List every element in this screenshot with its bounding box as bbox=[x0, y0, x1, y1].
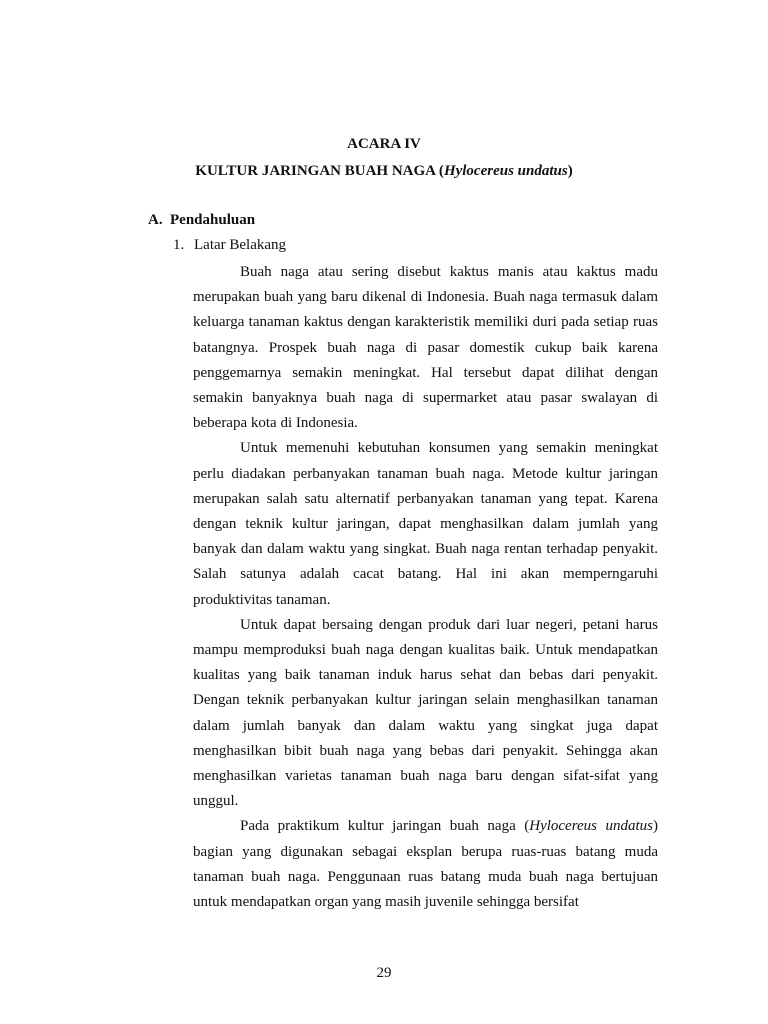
section-marker: A. bbox=[148, 212, 163, 228]
paragraph-3: Untuk dapat bersaing dengan produk dari luar negeri, petani harus mampu memproduksi buah naga dengan kualitas baik. Untuk mendapatkan kualitas yang baik tanaman induk harus sehat dan bebas dari penyakit. Dengan teknik perbanyakan kultur jaringan selain menghasilkan tanaman dalam jumlah banyak dan dalam waktu yang singkat juga dapat menghasilkan bibit buah naga yang bebas dari penyakit. Sehingga akan menghasilkan varietas tanaman buah naga baru dengan sifat-sifat yang unggul. bbox=[193, 616, 658, 810]
page-number: 29 bbox=[376, 965, 392, 981]
chapter-heading: ACARA IV bbox=[347, 136, 421, 152]
subsection-marker: 1. bbox=[173, 237, 185, 253]
section-heading bbox=[148, 212, 255, 229]
paragraph-4 bbox=[193, 814, 658, 915]
section-title: Pendahuluan bbox=[170, 212, 256, 228]
paragraph-4-species-italic: Hylocereus undatus bbox=[529, 818, 653, 835]
subsection-title: Latar Belakang bbox=[194, 237, 287, 253]
body-text bbox=[193, 260, 658, 915]
title-species-italic: Hylocereus undatus bbox=[443, 163, 568, 179]
document-title bbox=[0, 163, 768, 180]
paragraph-4-before: Pada praktikum kultur jaringan buah naga ( bbox=[240, 818, 530, 835]
title-main: KULTUR JARINGAN BUAH NAGA ( bbox=[195, 163, 444, 179]
title-close: ) bbox=[567, 163, 573, 179]
paragraph-4-after: ) bagian yang digunakan sebagai eksplan berupa ruas-ruas batang muda tanaman buah naga. Penggunaan ruas batang muda buah naga bertujuan untuk mendapatkan organ yang masih juvenile sehingga bersifat bbox=[193, 818, 658, 911]
paragraph-2: Untuk memenuhi kebutuhan konsumen yang semakin meningkat perlu diadakan perbanyakan tanaman buah naga. Metode kultur jaringan merupakan salah satu alternatif perbanyakan tanaman yang tepat. Karena dengan teknik kultur jaringan, dapat menghasilkan dalam jumlah yang banyak dan dalam waktu yang singkat. Buah naga rentan terhadap penyakit. Salah satunya adalah cacat batang. Hal ini akan memperngaruhi produktivitas tanaman. bbox=[193, 440, 658, 608]
paragraph-1: Buah naga atau sering disebut kaktus manis atau kaktus madu merupakan buah yang baru dikenal di Indonesia. Buah naga termasuk dalam keluarga tanaman kaktus dengan karakteristik memiliki duri pada setiap ruas batangnya. Prospek buah naga di pasar domestik cukup baik karena penggemarnya semakin meningkat. Hal tersebut dapat dilihat dengan semakin banyaknya buah naga di supermarket atau pasar swalayan di beberapa kota di Indonesia. bbox=[193, 264, 658, 432]
subsection-heading bbox=[173, 237, 286, 254]
